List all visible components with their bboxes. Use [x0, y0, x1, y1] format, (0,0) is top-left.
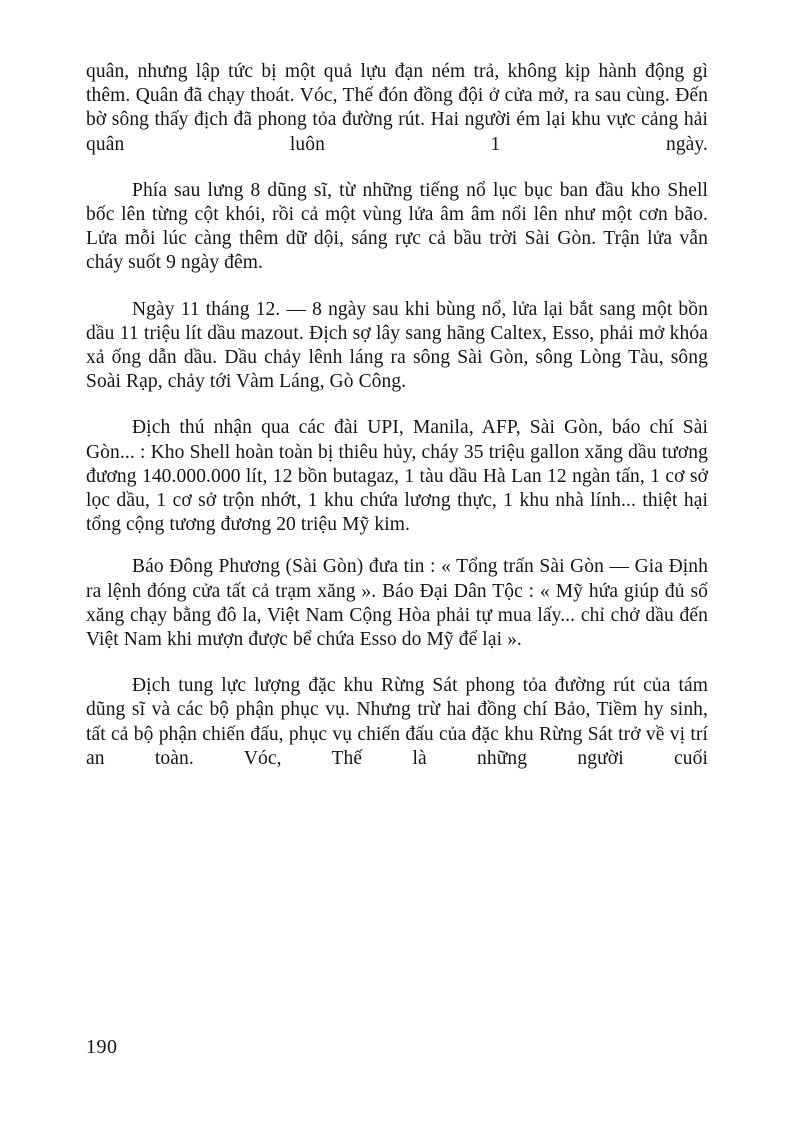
paragraph-newspaper-reports: Báo Đông Phương (Sài Gòn) đưa tin : « Tổng trấn Sài Gòn — Gia Định ra lệnh đóng cửa tất cả trạm xăng ». Báo Đại Dân Tộc : « Mỹ hứa giúp đủ số xăng chạy bằng đô la, Việt Nam Cộng Hòa phải tự mua lấy... chỉ chở dầu đến Việt Nam khi mượn được bể chứa Esso do Mỹ để lại ».	[86, 556, 708, 651]
paragraph-enemy-admission: Địch thú nhận qua các đài UPI, Manila, AFP, Sài Gòn, báo chí Sài Gòn... : Kho Shell hoàn toàn bị thiêu hủy, cháy 35 triệu gallon xăng dầu tương đương 140.000.000 lít, 12 bồn butagaz, 1 tàu dầu Hà Lan 12 ngàn tấn, 1 cơ sở lọc dầu, 1 cơ sở trộn nhớt, 1 khu chứa lương thực, 1 khu nhà lính... thiệt hại tổng cộng tương đương 20 triệu Mỹ kim.	[86, 417, 708, 536]
paragraph-continuation: quân, nhưng lập tức bị một quả lựu đạn ném trả, không kịp hành động gì thêm. Quân đã chạy thoát. Vóc, Thế đón đồng đội ở cửa mở, ra sau cùng. Đến bờ sông thấy địch đã phong tỏa đường rút. Hai người ém lại khu vực cảng hải quân luôn 1 ngày.	[86, 61, 708, 155]
page-body	[86, 60, 708, 771]
paragraph-rung-sat: Địch tung lực lượng đặc khu Rừng Sát phong tỏa đường rút của tám dũng sĩ và các bộ phận phục vụ. Nhưng trừ hai đồng chí Bảo, Tiềm hy sinh, tất cả bộ phận chiến đấu, phục vụ chiến đấu của đặc khu Rừng Sát trở về vị trí an toàn. Vóc, Thế là những người cuối	[86, 675, 708, 769]
page-number: 190	[86, 1036, 118, 1058]
paragraph-december-11: Ngày 11 tháng 12. — 8 ngày sau khi bùng nổ, lửa lại bắt sang một bồn dầu 11 triệu lít dầu mazout. Địch sợ lây sang hãng Caltex, Esso, phải mở khóa xả ống dẫn dầu. Dầu chảy lênh láng ra sông Sài Gòn, sông Lòng Tàu, sông Soài Rạp, chảy tới Vàm Láng, Gò Công.	[86, 298, 708, 393]
paragraph-shell-fire: Phía sau lưng 8 dũng sĩ, từ những tiếng nổ lục bục ban đầu kho Shell bốc lên từng cột khói, rồi cả một vùng lửa âm âm nổi lên như một cơn bão. Lửa mỗi lúc càng thêm dữ dội, sáng rực cả bầu trời Sài Gòn. Trận lửa vẫn cháy suốt 9 ngày đêm.	[86, 179, 708, 274]
